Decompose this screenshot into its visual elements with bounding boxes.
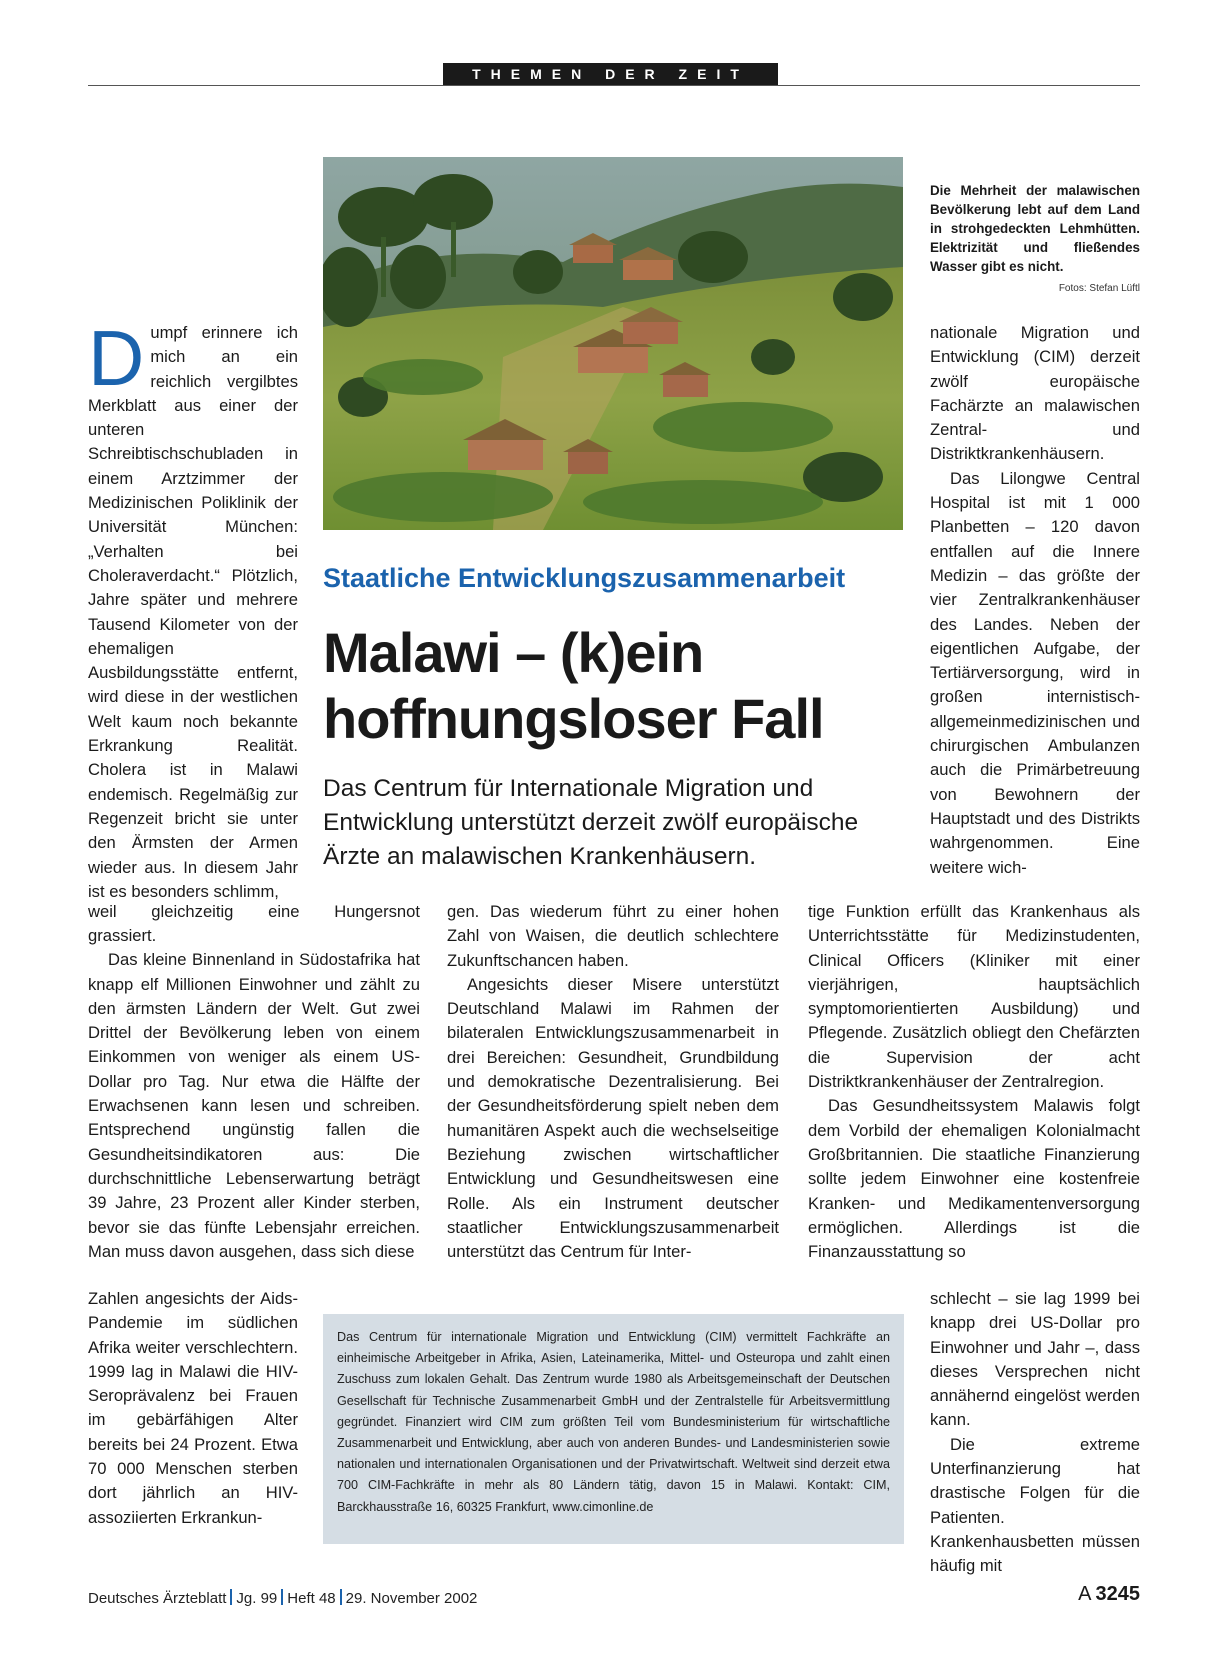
photo-caption xyxy=(930,181,1140,298)
column-2 xyxy=(447,900,779,1264)
section-kicker: THEMEN DER ZEIT xyxy=(443,63,778,85)
column-1-upper-text: umpf erinnere ich mich an ein reichlich vergilbtes Merkblatt aus einer der unteren Schreibtischschubladen in einem Arztzimmer der Medizinischen Poliklinik der Universität München: „Verhalten bei Choleraverdacht.“ Plötzlich, Jahre später und mehrere Tausend Kilometer von der ehemaligen Ausbildungsstätte entfernt, wird diese in der westlichen Welt kaum noch bekannte Erkrankung Realität. Cholera ist in Malawi endemisch. Regelmäßig zur Regenzeit bricht sie unter den Ärmsten der Armen wieder aus. In diesem Jahr ist es besonders schlimm, xyxy=(88,323,298,901)
page-number xyxy=(1078,1583,1140,1606)
journal-volume: Jg. 99 xyxy=(236,1590,278,1607)
photo-credit: Fotos: Stefan Lüftl xyxy=(1058,283,1140,294)
info-box xyxy=(323,1314,904,1544)
column-2-p1: gen. Das wiederum führt zu einer hohen Zahl von Waisen, die deutlich schlechtere Zukunftschancen haben. xyxy=(447,902,779,970)
column-3-lower-p1: schlecht – sie lag 1999 bei knapp drei US-Dollar pro Einwohner und Jahr –, dass dieses Versprechen nicht annähernd eingelöst werden kann. xyxy=(930,1289,1140,1430)
issue-date: 29. November 2002 xyxy=(345,1590,478,1607)
column-3-middle-p1: tige Funktion erfüllt das Krankenhaus als Unterrichtsstätte für Medizinstudenten, Clinical Officers (Kliniker mit einer vierjährigen, hauptsächlich symptomorientierten Ausbildung) und Pflegende. Zusätzlich obliegt den Chefärzten die Supervision der acht Distriktkrankenhäuser der Zentralregion. xyxy=(808,902,1140,1092)
village-landscape-image xyxy=(323,157,903,530)
column-3-middle-p2: Das Gesundheitssystem Malawis folgt dem Vorbild der ehemaligen Kolonialmacht Großbritannien. Die staatliche Finanzierung sollte jedem Einwohner eine kostenfreie Kranken- und Medikamentenversorgung ermöglichen. Allerdings ist die Finanzausstattung so xyxy=(808,1096,1140,1262)
column-1-middle xyxy=(88,924,420,1264)
footer-separator xyxy=(340,1589,342,1605)
column-1-wide-line-text: weil gleichzeitig eine Hungersnot xyxy=(88,902,420,921)
teaser: Das Centrum für Internationale Migration und Entwicklung unterstützt derzeit zwölf europäische Ärzte an malawischen Krankenhäusern. xyxy=(323,775,859,870)
column-3-upper-p1: nationale Migration und Entwicklung (CIM) derzeit zwölf europäische Fachärzte an malawischen Zentral- und Distriktkrankenhäusern. xyxy=(930,323,1140,464)
column-3-upper-p2: Das Lilongwe Central Hospital ist mit 1 000 Planbetten – 120 davon entfallen auf die Innere Medizin – das größte der vier Zentralkrankenhäuser des Landes. Neben der eigentlichen Aufgabe, der Tertiärversorgung, wird in großen internistisch-allgemeinmedizinischen und chirurgischen Ambulanzen auch die Primärbetreuung von Bewohnern der Hauptstadt und des Distrikts wahrgenommen. Eine weitere wich- xyxy=(930,468,1140,877)
column-1-middle-p2: Das kleine Binnenland in Südostafrika hat knapp elf Millionen Einwohner und zählt zu den ärmsten Ländern der Welt. Gut zwei Drittel der Bevölkerung leben von einem Einkommen von weniger als einem US-Dollar pro Tag. Nur etwa die Hälfte der Erwachsenen kann lesen und schreiben. Entsprechend ungünstig fallen die Gesundheitsindikatoren aus: Die durchschnittliche Lebenserwartung beträgt 39 Jahre, 23 Prozent aller Kinder sterben, bevor sie das fünfte Lebensjahr erreichen. Man muss davon ausgehen, dass sich diese xyxy=(88,950,420,1261)
department-label: Staatliche Entwicklungszusammenarbeit xyxy=(323,563,846,593)
footer xyxy=(88,1589,477,1607)
column-3-middle xyxy=(808,900,1140,1264)
footer-separator xyxy=(230,1589,232,1605)
drop-cap: D xyxy=(88,314,145,402)
page-prefix: A xyxy=(1078,1583,1092,1605)
headline: Malawi – (k)ein hoffnungsloser Fall xyxy=(323,621,824,750)
column-3-upper xyxy=(930,321,1140,880)
info-box-text: Das Centrum für internationale Migration und Entwicklung (CIM) vermittelt Fachkräfte an einheimische Arbeitgeber in Afrika, Asien, Lateinamerika, Mittel- und Osteuropa und zahlt einen Zuschuss zum lokalen Gehalt. Das Zentrum wurde 1980 als Arbeitsgemeinschaft der Deutschen Gesellschaft für Technische Zusammenarbeit GmbH und der Zentralstelle für Arbeitsvermittlung gegründet. Finanziert wird CIM zum größten Teil vom Bundesministerium für wirtschaftliche Zusammenarbeit und Entwicklung, aber auch von anderen Bundes- und Landesministerien sowie nationalen und internationalen Organisationen und der Privatwirtschaft. Weltweit sind derzeit etwa 700 CIM-Fachkräfte in mehr als 80 Ländern tätig, davon 15 in Malawi. Kontakt: CIM, Barckhausstraße 16, 60325 Frankfurt, www.cimonline.de xyxy=(337,1330,890,1514)
journal-name: Deutsches Ärzteblatt xyxy=(88,1590,227,1607)
column-2-p2: Angesichts dieser Misere unterstützt Deutschland Malawi im Rahmen der bilateralen Entwicklungszusammenarbeit in drei Bereichen: Gesundheit, Grundbildung und demokratische Dezentralisierung. Bei der Gesundheitsförderung spielt neben dem humanitären Aspekt auch die wechselseitige Beziehung zwischen wirtschaftlicher Entwicklung und Gesundheitswesen eine Rolle. Als ein Instrument deutscher staatlicher Entwicklungszusammenarbeit unterstützt das Centrum für Inter- xyxy=(447,974,779,1262)
column-1-lower xyxy=(88,1287,298,1530)
column-1-middle-p1: grassiert. xyxy=(88,926,157,945)
caption-text: Die Mehrheit der malawischen Bevölkerung lebt auf dem Land in strohgedeckten Lehmhütten. Elektrizität und fließendes Wasser gibt es nicht. xyxy=(930,183,1140,274)
column-3-lower-p2: Die extreme Unterfinanzierung hat drastische Folgen für die Patienten. Krankenhausbetten müssen häufig mit xyxy=(930,1434,1140,1576)
header-rule xyxy=(88,85,1140,86)
column-3-lower xyxy=(930,1287,1140,1579)
article-photo xyxy=(323,157,903,530)
column-1-wide-line xyxy=(88,900,420,924)
column-1-upper xyxy=(88,314,298,904)
page-number-value: 3245 xyxy=(1095,1583,1140,1605)
column-1-lower-text: Zahlen angesichts der Aids-Pandemie im südlichen Afrika weiter verschlechtern. 1999 lag in Malawi die HIV-Seroprävalenz bei Frauen im gebärfähigen Alter bereits bei 24 Prozent. Etwa 70 000 Menschen sterben dort jährlich an HIV-assoziierten Erkrankun- xyxy=(88,1289,298,1527)
footer-separator xyxy=(281,1589,283,1605)
journal-issue: Heft 48 xyxy=(287,1590,336,1607)
